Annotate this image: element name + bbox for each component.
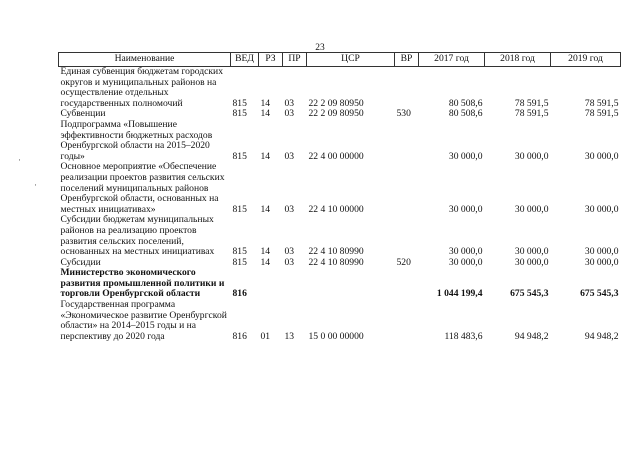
row-ved: 816 bbox=[232, 288, 247, 300]
row-name: Подпрограмма «Повышение эффективности бюджетных расходов Оренбургской области на 2015–2020 годы» bbox=[60, 118, 213, 162]
row-name: Основное мероприятие «Обеспечение реализации проектов развития сельских поселений муниципальных районов Оренбургской области, основанных на местных инициативах» bbox=[60, 161, 225, 215]
row-2019: 30 000,0 bbox=[584, 256, 619, 268]
row-csr: 22 4 00 00000 bbox=[308, 150, 364, 162]
row-csr bbox=[307, 268, 395, 300]
row-2018: 30 000,0 bbox=[514, 203, 549, 215]
row-2018: 30 000,0 bbox=[514, 246, 549, 258]
column-header-pr: ПР bbox=[283, 53, 307, 67]
row-2018: 675 545,3 bbox=[510, 288, 549, 300]
column-header-vr: ВР bbox=[395, 53, 419, 67]
row-csr: 22 2 09 80950 bbox=[308, 108, 364, 120]
row-csr: 22 4 10 80990 bbox=[308, 256, 364, 268]
column-header-ved: ВЕД bbox=[231, 53, 259, 67]
row-csr: 22 2 09 80950 bbox=[308, 97, 364, 109]
row-rz: 14 bbox=[260, 246, 271, 258]
row-csr: 15 0 00 00000 bbox=[308, 330, 364, 342]
row-2018: 78 591,5 bbox=[514, 97, 549, 109]
row-rz: 14 bbox=[260, 150, 271, 162]
row-pr: 03 bbox=[284, 150, 295, 162]
row-2019: 94 948,2 bbox=[584, 330, 619, 342]
row-rz: 14 bbox=[260, 256, 271, 268]
row-name: Субсидии бюджетам муниципальных районов на реализацию проектов развития сельских поселений, основанных на местных инициативах bbox=[60, 214, 215, 258]
row-2017: 30 000,0 bbox=[448, 256, 483, 268]
row-vr bbox=[395, 215, 419, 257]
row-vr: 530 bbox=[396, 108, 411, 120]
row-2019: 30 000,0 bbox=[584, 246, 619, 258]
row-ved: 815 bbox=[232, 150, 247, 162]
row-pr: 03 bbox=[284, 256, 295, 268]
row-2018: 94 948,2 bbox=[514, 330, 549, 342]
row-name: Субвенции bbox=[60, 108, 106, 120]
row-ved: 815 bbox=[232, 97, 247, 109]
row-ved: 816 bbox=[232, 330, 247, 342]
page-number: 23 bbox=[315, 43, 325, 53]
row-2019: 675 545,3 bbox=[580, 288, 619, 300]
margin-mark: · bbox=[18, 155, 21, 165]
row-2019: 78 591,5 bbox=[584, 97, 619, 109]
row-2019: 78 591,5 bbox=[584, 108, 619, 120]
row-2018: 78 591,5 bbox=[514, 108, 549, 120]
row-vr bbox=[395, 300, 419, 342]
row-vr bbox=[395, 120, 419, 162]
row-2019: 30 000,0 bbox=[584, 203, 619, 215]
row-pr: 03 bbox=[284, 203, 295, 215]
margin-mark: · bbox=[34, 180, 37, 190]
row-vr bbox=[395, 67, 419, 110]
table-row bbox=[59, 215, 621, 257]
row-name: Министерство экономического развития промышленной политики и торговли Оренбургской области bbox=[60, 267, 225, 300]
row-ved: 815 bbox=[232, 108, 247, 120]
table-row-ministry bbox=[59, 268, 621, 300]
row-2018: 30 000,0 bbox=[514, 150, 549, 162]
row-2017: 1 044 199,4 bbox=[436, 288, 483, 300]
row-rz: 14 bbox=[260, 108, 271, 120]
row-name: Государственная программа «Экономическое развитие Оренбургской области» на 2014–2015 годы и на перспективу до 2020 года bbox=[60, 299, 227, 342]
column-header-2019: 2019 год bbox=[551, 53, 621, 67]
table-row bbox=[59, 120, 621, 162]
row-name: Единая субвенция бюджетам городских округов и муниципальных районов на осуществление отдельных государственных полномочий bbox=[60, 66, 223, 109]
row-2017: 30 000,0 bbox=[448, 246, 483, 258]
row-pr: 03 bbox=[284, 246, 295, 258]
column-header-rz: РЗ bbox=[259, 53, 283, 67]
row-2017: 80 508,6 bbox=[448, 108, 483, 120]
column-header-name: Наименование bbox=[59, 53, 231, 67]
row-pr: 03 bbox=[284, 97, 295, 109]
row-pr: 13 bbox=[284, 330, 295, 342]
row-ved: 815 bbox=[232, 256, 247, 268]
column-header-2017: 2017 год bbox=[419, 53, 485, 67]
budget-table bbox=[58, 52, 621, 342]
row-ved: 815 bbox=[232, 203, 247, 215]
row-pr: 03 bbox=[284, 108, 295, 120]
row-name: Субсидии bbox=[60, 256, 101, 268]
table-header-row bbox=[59, 53, 621, 67]
row-vr bbox=[395, 268, 419, 300]
table-row bbox=[59, 67, 621, 110]
row-csr: 22 4 10 80990 bbox=[308, 246, 364, 258]
row-vr: 520 bbox=[396, 256, 411, 268]
row-pr bbox=[283, 268, 307, 300]
row-rz: 14 bbox=[260, 203, 271, 215]
column-header-2018: 2018 год bbox=[485, 53, 551, 67]
column-header-csr: ЦСР bbox=[307, 53, 395, 67]
row-rz: 01 bbox=[260, 330, 271, 342]
table-row bbox=[59, 162, 621, 215]
row-2018: 30 000,0 bbox=[514, 256, 549, 268]
row-ved: 815 bbox=[232, 246, 247, 258]
row-2017: 80 508,6 bbox=[448, 97, 483, 109]
row-2017: 118 483,6 bbox=[444, 330, 483, 342]
row-csr: 22 4 10 00000 bbox=[308, 203, 364, 215]
row-rz: 14 bbox=[260, 97, 271, 109]
row-2017: 30 000,0 bbox=[448, 203, 483, 215]
row-2017: 30 000,0 bbox=[448, 150, 483, 162]
table-row bbox=[59, 300, 621, 342]
row-2019: 30 000,0 bbox=[584, 150, 619, 162]
row-vr bbox=[395, 162, 419, 215]
row-rz bbox=[259, 268, 283, 300]
